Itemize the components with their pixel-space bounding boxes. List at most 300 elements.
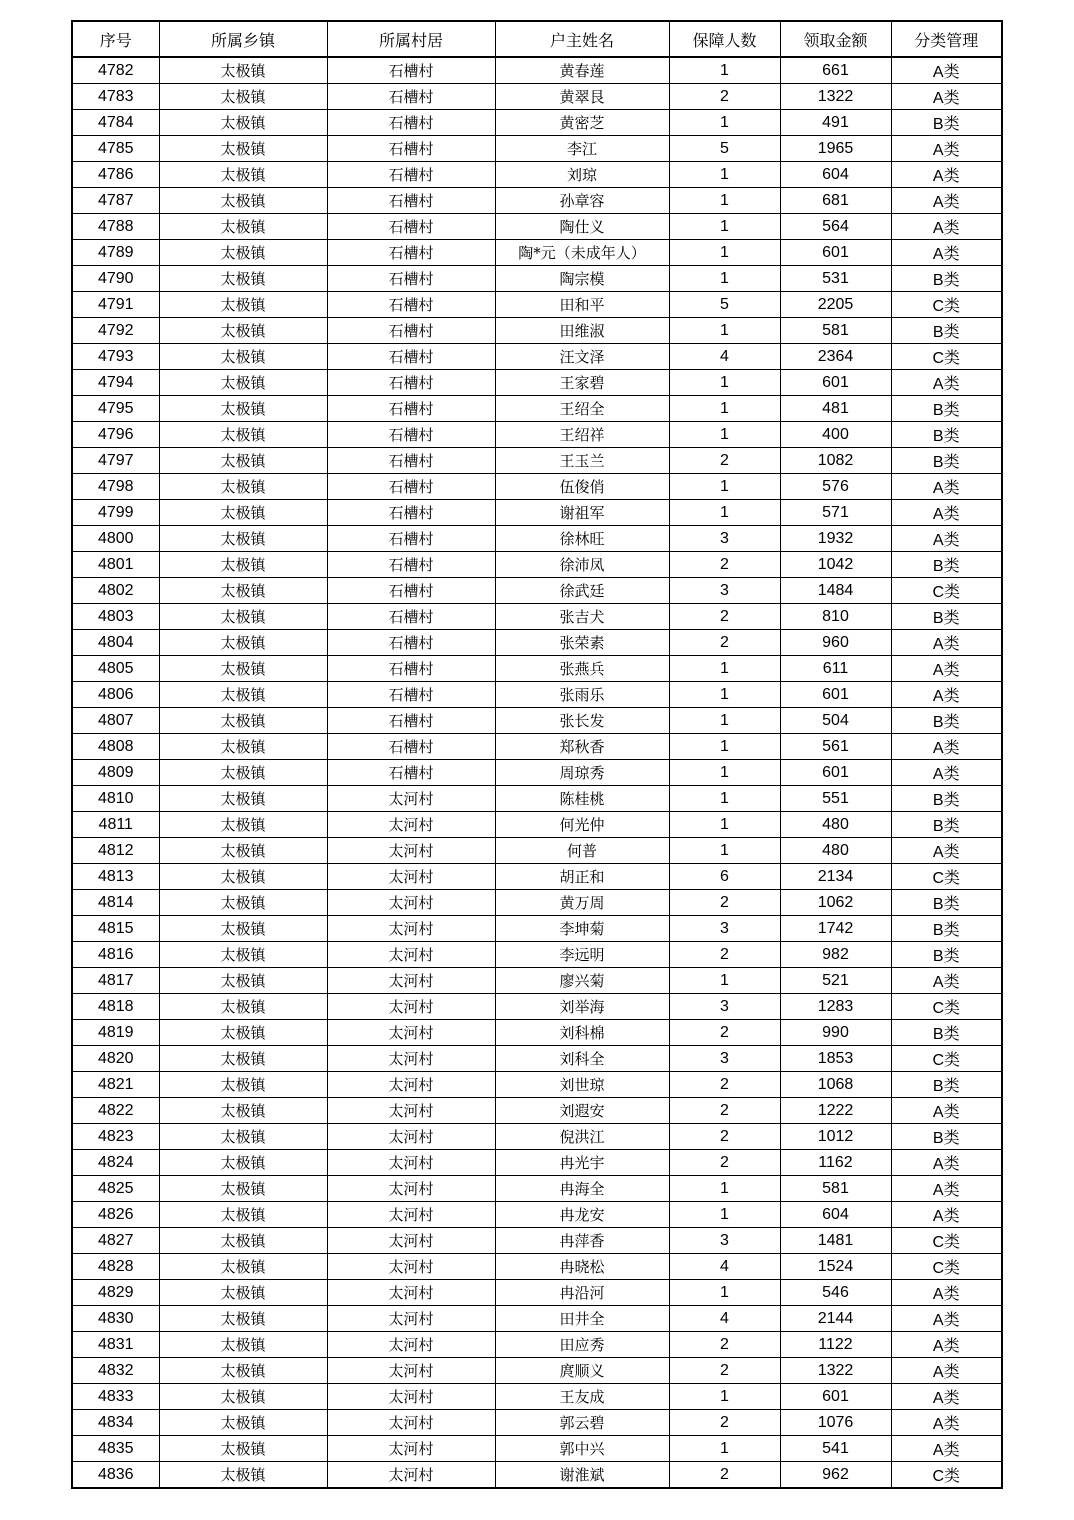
amount-cell: 1481: [780, 1228, 891, 1254]
category-cell: A类: [891, 500, 1002, 526]
category-cell: A类: [891, 188, 1002, 214]
township-cell: 太极镇: [159, 84, 327, 110]
table-row: [72, 188, 1002, 214]
amount-cell: 504: [780, 708, 891, 734]
serial-number-cell: 4797: [72, 448, 159, 474]
amount-cell: 546: [780, 1280, 891, 1306]
township-cell: 太极镇: [159, 474, 327, 500]
category-cell: A类: [891, 682, 1002, 708]
covered-persons-cell: 4: [669, 1306, 780, 1332]
householder-name-cell: 田维淑: [495, 318, 669, 344]
village-cell: 太河村: [327, 1306, 495, 1332]
covered-persons-cell: 3: [669, 578, 780, 604]
serial-number-cell: 4803: [72, 604, 159, 630]
category-cell: C类: [891, 344, 1002, 370]
covered-persons-cell: 1: [669, 266, 780, 292]
table-row: [72, 396, 1002, 422]
amount-cell: 661: [780, 57, 891, 84]
village-cell: 太河村: [327, 1072, 495, 1098]
householder-name-cell: 冉龙安: [495, 1202, 669, 1228]
category-cell: B类: [891, 916, 1002, 942]
amount-cell: 1062: [780, 890, 891, 916]
category-cell: A类: [891, 1332, 1002, 1358]
householder-name-cell: 冉光宇: [495, 1150, 669, 1176]
category-cell: B类: [891, 708, 1002, 734]
householder-name-cell: 庹顺义: [495, 1358, 669, 1384]
amount-cell: 481: [780, 396, 891, 422]
householder-name-cell: 张雨乐: [495, 682, 669, 708]
serial-number-cell: 4794: [72, 370, 159, 396]
serial-number-cell: 4817: [72, 968, 159, 994]
amount-cell: 1082: [780, 448, 891, 474]
table-row: [72, 136, 1002, 162]
householder-name-cell: 徐林旺: [495, 526, 669, 552]
table-row: [72, 318, 1002, 344]
covered-persons-cell: 3: [669, 1228, 780, 1254]
householder-name-cell: 田井全: [495, 1306, 669, 1332]
amount-cell: 1222: [780, 1098, 891, 1124]
table-row: [72, 1098, 1002, 1124]
covered-persons-cell: 2: [669, 1124, 780, 1150]
category-cell: A类: [891, 656, 1002, 682]
amount-cell: 960: [780, 630, 891, 656]
householder-name-cell: 刘科棉: [495, 1020, 669, 1046]
category-cell: B类: [891, 890, 1002, 916]
village-cell: 石槽村: [327, 734, 495, 760]
serial-number-cell: 4830: [72, 1306, 159, 1332]
serial-number-cell: 4823: [72, 1124, 159, 1150]
table-row: [72, 708, 1002, 734]
serial-number-cell: 4784: [72, 110, 159, 136]
township-cell: 太极镇: [159, 448, 327, 474]
table-row: [72, 552, 1002, 578]
amount-cell: 531: [780, 266, 891, 292]
village-cell: 太河村: [327, 1358, 495, 1384]
township-cell: 太极镇: [159, 682, 327, 708]
serial-number-cell: 4801: [72, 552, 159, 578]
householder-name-cell: 田应秀: [495, 1332, 669, 1358]
serial-number-cell: 4792: [72, 318, 159, 344]
householder-name-cell: 黄翠艮: [495, 84, 669, 110]
serial-number-cell: 4813: [72, 864, 159, 890]
township-cell: 太极镇: [159, 994, 327, 1020]
householder-name-cell: 陶仕义: [495, 214, 669, 240]
village-cell: 石槽村: [327, 162, 495, 188]
category-cell: A类: [891, 760, 1002, 786]
serial-number-cell: 4809: [72, 760, 159, 786]
householder-name-cell: 郭云碧: [495, 1410, 669, 1436]
category-cell: A类: [891, 630, 1002, 656]
householder-name-cell: 何普: [495, 838, 669, 864]
category-cell: A类: [891, 1384, 1002, 1410]
covered-persons-cell: 1: [669, 318, 780, 344]
covered-persons-cell: 1: [669, 500, 780, 526]
village-cell: 石槽村: [327, 396, 495, 422]
covered-persons-cell: 1: [669, 370, 780, 396]
serial-number-cell: 4828: [72, 1254, 159, 1280]
serial-number-cell: 4807: [72, 708, 159, 734]
amount-cell: 962: [780, 1462, 891, 1489]
table-row: [72, 1332, 1002, 1358]
village-cell: 太河村: [327, 1098, 495, 1124]
amount-cell: 601: [780, 760, 891, 786]
serial-number-cell: 4826: [72, 1202, 159, 1228]
category-cell: A类: [891, 214, 1002, 240]
village-cell: 石槽村: [327, 292, 495, 318]
township-cell: 太极镇: [159, 1124, 327, 1150]
amount-cell: 2205: [780, 292, 891, 318]
serial-number-cell: 4834: [72, 1410, 159, 1436]
village-cell: 太河村: [327, 1254, 495, 1280]
covered-persons-cell: 1: [669, 838, 780, 864]
householder-name-cell: 王绍全: [495, 396, 669, 422]
table-row: [72, 474, 1002, 500]
village-cell: 太河村: [327, 1046, 495, 1072]
table-row: [72, 838, 1002, 864]
serial-number-cell: 4789: [72, 240, 159, 266]
category-cell: A类: [891, 57, 1002, 84]
householder-name-cell: 张吉犬: [495, 604, 669, 630]
amount-cell: 1322: [780, 84, 891, 110]
householder-name-cell: 张燕兵: [495, 656, 669, 682]
covered-persons-cell: 3: [669, 994, 780, 1020]
amount-cell: 551: [780, 786, 891, 812]
table-row: [72, 266, 1002, 292]
category-cell: C类: [891, 1254, 1002, 1280]
category-cell: A类: [891, 838, 1002, 864]
covered-persons-cell: 1: [669, 474, 780, 500]
covered-persons-cell: 2: [669, 1332, 780, 1358]
amount-cell: 491: [780, 110, 891, 136]
table-row: [72, 604, 1002, 630]
category-cell: B类: [891, 422, 1002, 448]
covered-persons-cell: 5: [669, 292, 780, 318]
covered-persons-cell: 1: [669, 214, 780, 240]
serial-number-cell: 4804: [72, 630, 159, 656]
table-row: [72, 890, 1002, 916]
category-cell: A类: [891, 240, 1002, 266]
table-row: [72, 1280, 1002, 1306]
amount-cell: 521: [780, 968, 891, 994]
covered-persons-cell: 1: [669, 968, 780, 994]
serial-number-cell: 4800: [72, 526, 159, 552]
table-row: [72, 344, 1002, 370]
village-cell: 太河村: [327, 1176, 495, 1202]
table-row: [72, 1150, 1002, 1176]
category-cell: C类: [891, 994, 1002, 1020]
category-cell: A类: [891, 1150, 1002, 1176]
township-cell: 太极镇: [159, 1358, 327, 1384]
table-row: [72, 370, 1002, 396]
category-cell: A类: [891, 1280, 1002, 1306]
table-row: [72, 968, 1002, 994]
amount-cell: 810: [780, 604, 891, 630]
village-cell: 石槽村: [327, 188, 495, 214]
table-row: [72, 1202, 1002, 1228]
township-cell: 太极镇: [159, 292, 327, 318]
amount-cell: 1322: [780, 1358, 891, 1384]
covered-persons-cell: 4: [669, 344, 780, 370]
township-cell: 太极镇: [159, 708, 327, 734]
serial-number-cell: 4811: [72, 812, 159, 838]
serial-number-cell: 4795: [72, 396, 159, 422]
table-row: [72, 240, 1002, 266]
covered-persons-cell: 2: [669, 604, 780, 630]
table-row: [72, 84, 1002, 110]
table-row: [72, 1046, 1002, 1072]
category-cell: B类: [891, 604, 1002, 630]
serial-number-cell: 4832: [72, 1358, 159, 1384]
householder-name-cell: 张长发: [495, 708, 669, 734]
village-cell: 石槽村: [327, 604, 495, 630]
serial-number-cell: 4816: [72, 942, 159, 968]
serial-number-cell: 4815: [72, 916, 159, 942]
category-cell: C类: [891, 864, 1002, 890]
amount-cell: 2144: [780, 1306, 891, 1332]
table-row: [72, 448, 1002, 474]
category-cell: A类: [891, 1410, 1002, 1436]
village-cell: 太河村: [327, 994, 495, 1020]
village-cell: 太河村: [327, 1228, 495, 1254]
category-cell: B类: [891, 942, 1002, 968]
amount-cell: 1012: [780, 1124, 891, 1150]
village-cell: 石槽村: [327, 370, 495, 396]
amount-cell: 681: [780, 188, 891, 214]
serial-number-cell: 4821: [72, 1072, 159, 1098]
covered-persons-cell: 1: [669, 682, 780, 708]
table-row: [72, 1410, 1002, 1436]
village-cell: 太河村: [327, 1124, 495, 1150]
householder-name-cell: 孙章容: [495, 188, 669, 214]
serial-number-cell: 4786: [72, 162, 159, 188]
householder-name-cell: 黄密芝: [495, 110, 669, 136]
covered-persons-cell: 2: [669, 890, 780, 916]
village-cell: 太河村: [327, 942, 495, 968]
householder-name-cell: 伍俊俏: [495, 474, 669, 500]
serial-number-cell: 4787: [72, 188, 159, 214]
village-cell: 石槽村: [327, 682, 495, 708]
serial-number-cell: 4806: [72, 682, 159, 708]
amount-cell: 604: [780, 162, 891, 188]
householder-name-cell: 李坤菊: [495, 916, 669, 942]
amount-cell: 1853: [780, 1046, 891, 1072]
category-cell: A类: [891, 1098, 1002, 1124]
village-cell: 石槽村: [327, 500, 495, 526]
covered-persons-cell: 1: [669, 1436, 780, 1462]
township-cell: 太极镇: [159, 1020, 327, 1046]
householder-name-cell: 汪文泽: [495, 344, 669, 370]
householder-name-cell: 刘世琼: [495, 1072, 669, 1098]
covered-persons-cell: 2: [669, 630, 780, 656]
householder-name-cell: 冉萍香: [495, 1228, 669, 1254]
serial-number-cell: 4796: [72, 422, 159, 448]
covered-persons-cell: 3: [669, 526, 780, 552]
village-cell: 石槽村: [327, 318, 495, 344]
covered-persons-cell: 1: [669, 812, 780, 838]
amount-cell: 611: [780, 656, 891, 682]
table-row: [72, 110, 1002, 136]
township-cell: 太极镇: [159, 110, 327, 136]
serial-number-cell: 4799: [72, 500, 159, 526]
amount-cell: 480: [780, 838, 891, 864]
table-row: [72, 1358, 1002, 1384]
covered-persons-cell: 1: [669, 110, 780, 136]
householder-name-cell: 陈桂桃: [495, 786, 669, 812]
serial-number-cell: 4782: [72, 57, 159, 84]
amount-cell: 1068: [780, 1072, 891, 1098]
table-row: [72, 57, 1002, 84]
table-row: [72, 734, 1002, 760]
serial-number-cell: 4793: [72, 344, 159, 370]
township-cell: 太极镇: [159, 1436, 327, 1462]
amount-cell: 982: [780, 942, 891, 968]
village-cell: 太河村: [327, 812, 495, 838]
householder-name-cell: 刘遐安: [495, 1098, 669, 1124]
table-row: [72, 1462, 1002, 1489]
township-cell: 太极镇: [159, 422, 327, 448]
amount-cell: 581: [780, 318, 891, 344]
village-cell: 石槽村: [327, 474, 495, 500]
category-cell: A类: [891, 474, 1002, 500]
township-cell: 太极镇: [159, 578, 327, 604]
table-row: [72, 682, 1002, 708]
category-cell: B类: [891, 448, 1002, 474]
category-cell: A类: [891, 1176, 1002, 1202]
serial-number-cell: 4829: [72, 1280, 159, 1306]
table-row: [72, 812, 1002, 838]
householder-name-cell: 陶*元（未成年人）: [495, 240, 669, 266]
householder-name-cell: 王家碧: [495, 370, 669, 396]
serial-number-cell: 4785: [72, 136, 159, 162]
category-cell: C类: [891, 292, 1002, 318]
village-cell: 石槽村: [327, 57, 495, 84]
township-cell: 太极镇: [159, 500, 327, 526]
householder-name-cell: 王玉兰: [495, 448, 669, 474]
amount-cell: 1076: [780, 1410, 891, 1436]
category-cell: A类: [891, 84, 1002, 110]
householder-name-cell: 李远明: [495, 942, 669, 968]
village-cell: 石槽村: [327, 552, 495, 578]
householder-name-cell: 何光仲: [495, 812, 669, 838]
table-row: [72, 994, 1002, 1020]
township-cell: 太极镇: [159, 1046, 327, 1072]
township-cell: 太极镇: [159, 526, 327, 552]
amount-cell: 601: [780, 240, 891, 266]
covered-persons-cell: 1: [669, 57, 780, 84]
covered-persons-cell: 2: [669, 552, 780, 578]
township-cell: 太极镇: [159, 1150, 327, 1176]
township-cell: 太极镇: [159, 552, 327, 578]
township-cell: 太极镇: [159, 1462, 327, 1489]
header-amount: 领取金额: [780, 21, 891, 57]
householder-name-cell: 张荣素: [495, 630, 669, 656]
village-cell: 石槽村: [327, 656, 495, 682]
covered-persons-cell: 2: [669, 1150, 780, 1176]
village-cell: 太河村: [327, 1462, 495, 1489]
category-cell: A类: [891, 1202, 1002, 1228]
householder-name-cell: 冉沿河: [495, 1280, 669, 1306]
amount-cell: 601: [780, 682, 891, 708]
covered-persons-cell: 1: [669, 188, 780, 214]
township-cell: 太极镇: [159, 760, 327, 786]
householder-name-cell: 刘科全: [495, 1046, 669, 1072]
table-row: [72, 630, 1002, 656]
township-cell: 太极镇: [159, 1306, 327, 1332]
township-cell: 太极镇: [159, 1072, 327, 1098]
amount-cell: 1965: [780, 136, 891, 162]
township-cell: 太极镇: [159, 136, 327, 162]
village-cell: 太河村: [327, 838, 495, 864]
category-cell: B类: [891, 552, 1002, 578]
householder-name-cell: 谢祖军: [495, 500, 669, 526]
householder-name-cell: 谢淮斌: [495, 1462, 669, 1489]
township-cell: 太极镇: [159, 162, 327, 188]
township-cell: 太极镇: [159, 318, 327, 344]
township-cell: 太极镇: [159, 266, 327, 292]
serial-number-cell: 4805: [72, 656, 159, 682]
householder-name-cell: 徐沛凤: [495, 552, 669, 578]
table-row: [72, 1436, 1002, 1462]
header-row: [72, 21, 1002, 57]
householder-name-cell: 王绍祥: [495, 422, 669, 448]
category-cell: B类: [891, 110, 1002, 136]
village-cell: 太河村: [327, 916, 495, 942]
covered-persons-cell: 1: [669, 1176, 780, 1202]
amount-cell: 581: [780, 1176, 891, 1202]
village-cell: 太河村: [327, 890, 495, 916]
table-row: [72, 1306, 1002, 1332]
amount-cell: 400: [780, 422, 891, 448]
serial-number-cell: 4814: [72, 890, 159, 916]
amount-cell: 571: [780, 500, 891, 526]
township-cell: 太极镇: [159, 1202, 327, 1228]
village-cell: 太河村: [327, 968, 495, 994]
village-cell: 石槽村: [327, 526, 495, 552]
table-row: [72, 1124, 1002, 1150]
amount-cell: 541: [780, 1436, 891, 1462]
covered-persons-cell: 2: [669, 1020, 780, 1046]
amount-cell: 480: [780, 812, 891, 838]
covered-persons-cell: 2: [669, 942, 780, 968]
table-row: [72, 1254, 1002, 1280]
category-cell: C类: [891, 1462, 1002, 1489]
township-cell: 太极镇: [159, 396, 327, 422]
category-cell: B类: [891, 396, 1002, 422]
township-cell: 太极镇: [159, 864, 327, 890]
covered-persons-cell: 1: [669, 760, 780, 786]
table-row: [72, 578, 1002, 604]
category-cell: A类: [891, 526, 1002, 552]
householder-name-cell: 刘举海: [495, 994, 669, 1020]
serial-number-cell: 4810: [72, 786, 159, 812]
township-cell: 太极镇: [159, 57, 327, 84]
village-cell: 石槽村: [327, 84, 495, 110]
township-cell: 太极镇: [159, 604, 327, 630]
covered-persons-cell: 5: [669, 136, 780, 162]
table-row: [72, 1072, 1002, 1098]
table-row: [72, 786, 1002, 812]
serial-number-cell: 4802: [72, 578, 159, 604]
serial-number-cell: 4788: [72, 214, 159, 240]
township-cell: 太极镇: [159, 370, 327, 396]
covered-persons-cell: 2: [669, 1410, 780, 1436]
householder-name-cell: 李江: [495, 136, 669, 162]
village-cell: 石槽村: [327, 630, 495, 656]
township-cell: 太极镇: [159, 968, 327, 994]
householder-name-cell: 周琼秀: [495, 760, 669, 786]
village-cell: 石槽村: [327, 578, 495, 604]
table-row: [72, 214, 1002, 240]
